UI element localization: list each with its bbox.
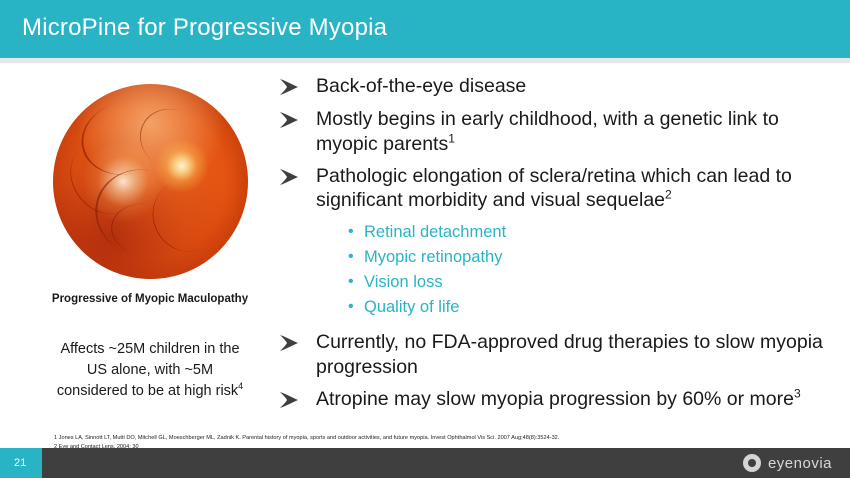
statistic-line-3: considered to be at high risk [56,383,239,400]
bullet-footnote-ref: 2 [665,187,672,202]
sub-bullet-item: • Vision loss [348,270,838,295]
statistic-line-1: Affects ~25M children in the [60,341,240,357]
bullet-text [316,74,526,99]
fundus-photo-circle [53,84,248,279]
figure-caption: Progressive of Myopic Maculopathy [51,293,249,305]
sub-bullet-list [278,220,838,320]
bullet-item [278,330,838,380]
slide-header-bar [0,0,850,58]
page-title: MicroPine for Progressive Myopia [22,14,388,41]
bullet-label: Mostly begins in early childhood, with a genetic link to myopic parents [316,108,779,155]
statistic-footnote-ref: 4 [238,381,244,392]
eye-icon [743,454,761,472]
footnote-item: 1 Jones LA, Sinnott LT, Mutti DO, Mitchell GL, Moeschberger ML, Zadnik K. Parental history of myopia, sports and outdoor activities, and future myopia. Invest Ophthalmol Vis Sci. 2007 Aug;48(8):3524-32. [54,435,560,441]
bullet-label: Atropine may slow myopia progression by 60% or more [316,387,794,410]
slide-number: 21 [14,457,27,469]
sub-bullet-item: • Quality of life [348,295,838,320]
bullet-text [316,107,838,157]
bullet-label: Currently, no FDA-approved drug therapies to slow myopia progression [316,331,823,379]
bullet-text [316,164,838,214]
left-column [20,70,280,402]
chevron-right-icon [278,111,300,129]
bullet-item [278,74,838,100]
sub-bullet-item: • Retinal detachment [348,220,838,245]
bullet-item [278,164,838,214]
fundus-image [53,84,248,279]
bullet-label: Pathologic elongation of sclera/retina which can lead to significant morbidity and visual sequelae [316,164,792,212]
chevron-right-icon [278,391,300,409]
bullet-list [278,74,838,420]
header-divider [0,58,850,63]
company-logo [743,454,832,472]
statistic-text [20,339,280,402]
logo-text: eyenovia [767,454,832,472]
bullet-text [316,330,838,380]
bullet-label: Back-of-the-eye disease [316,75,527,97]
bullet-footnote-ref: 3 [793,386,801,401]
slide-footer-bar [0,448,850,478]
bullet-text [316,387,801,412]
bullet-item [278,107,838,157]
statistic-line-2: US alone, with ~5M [86,362,214,379]
bullet-footnote-ref: 1 [448,131,455,146]
chevron-right-icon [278,168,300,186]
sub-bullet-item: • Myopic retinopathy [348,245,838,270]
chevron-right-icon [278,78,300,96]
bullet-item [278,387,838,413]
chevron-right-icon [278,334,300,352]
